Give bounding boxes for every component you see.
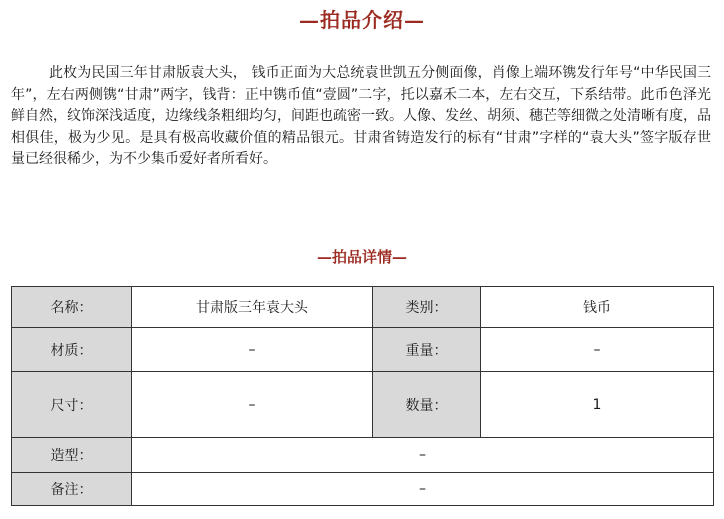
table-row <box>12 473 714 506</box>
name-value: 甘肃版三年袁大头 <box>132 287 373 328</box>
name-label: 名称： <box>12 287 132 328</box>
weight-label: 重量： <box>373 328 481 372</box>
category-value: 钱币 <box>481 287 714 328</box>
table-row <box>12 287 714 328</box>
size-label: 尺寸： <box>12 372 132 438</box>
remark-label: 备注： <box>12 473 132 506</box>
remark-value: – <box>132 473 714 506</box>
material-label: 材质： <box>12 328 132 372</box>
shape-label: 造型： <box>12 438 132 473</box>
details-table <box>11 286 714 506</box>
table-row <box>12 328 714 372</box>
size-value: – <box>132 372 373 438</box>
quantity-value: 1 <box>481 372 714 438</box>
material-value: – <box>132 328 373 372</box>
table-row <box>12 372 714 438</box>
weight-value: – <box>481 328 714 372</box>
quantity-label: 数量： <box>373 372 481 438</box>
table-row <box>12 438 714 473</box>
shape-value: – <box>132 438 714 473</box>
details-title: —拍品详情— <box>316 248 407 266</box>
category-label: 类别： <box>373 287 481 328</box>
intro-title: —拍品介绍— <box>299 8 425 32</box>
intro-description: 此枚为民国三年甘肃版袁大头， 钱币正面为大总统袁世凯五分侧面像，肖像上端环镌发行年号“中华民国三年”，左右两侧镌“甘肃”两字，钱背：正中镌币值“壹圆”二字，托以嘉禾二本，左右交互，下系结带。此币色泽光鲜自然，纹饰深浅适度，边缘线条粗细均匀，间距也疏密一致。人像、发丝、胡须、穗芒等细微之处清晰有度，品相俱佳，极为少见。是具有极高收藏价值的精品银元。甘肃省铸造发行的标有“甘肃”字样的“袁大头”签字版存世量已经很稀少，为不少集币爱好者所看好。 <box>11 65 711 167</box>
